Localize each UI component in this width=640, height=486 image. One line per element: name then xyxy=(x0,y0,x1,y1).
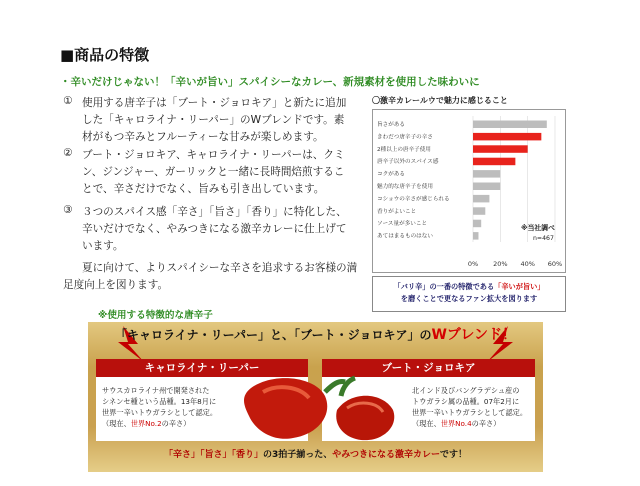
chart-caption xyxy=(372,276,566,312)
bhut-jolokia-icon xyxy=(336,378,394,440)
list-number-3: ③ xyxy=(63,204,73,216)
chart-category-label: あてはまるものはない xyxy=(377,233,433,240)
chart-bar xyxy=(473,170,500,178)
chart-category-label: ソース量が多いこと xyxy=(377,221,428,228)
chart-category-label: 2種以上の唐辛子使用 xyxy=(377,146,431,153)
body-line: した「キャロライナ・リーパー」のWブレンドです。素 xyxy=(82,114,345,126)
body-line: 使用する唐辛子は「ブート・ジョロキア」と新たに追加 xyxy=(82,97,347,109)
chart-category-label: コクがある xyxy=(377,171,405,178)
banner-headline-text: 「キャロライナ・リーパー」と、「ブート・ジョロキア」の xyxy=(115,328,432,342)
chart-category-label: 旨さがある xyxy=(377,122,405,128)
chart-bar xyxy=(473,183,500,191)
chart-bar xyxy=(473,145,528,153)
chart-category-label: コショウの辛さが感じられる xyxy=(377,196,450,203)
body-line: 足度向上を図ります。 xyxy=(63,279,169,291)
chart-bar xyxy=(473,232,478,240)
body-line: 夏に向けて、よりスパイシーな辛さを追求するお客様の満 xyxy=(82,262,358,274)
chart-category-label: 魅力的な唐辛子を使用 xyxy=(377,184,433,190)
list-number-1: ① xyxy=(63,95,73,107)
body-line: ブート・ジョロキア、キャロライナ・リーパーは、クミ xyxy=(82,149,345,161)
pepper-name-carolina: キャロライナ・リーパー xyxy=(96,359,308,377)
body-line: 材がもつ辛みとフルーティーな甘みが楽しめます。 xyxy=(82,131,324,143)
chart-category-label: きわだつ唐辛子の辛さ xyxy=(377,134,433,141)
carolina-reaper-icon xyxy=(244,378,345,439)
chart-bar xyxy=(473,220,481,228)
survey-chart xyxy=(372,109,566,273)
feature-subtitle: ・辛いだけじゃない！「辛いが旨い」スパイシーなカレー、新規素材を使用した味わいに xyxy=(60,76,480,88)
chart-category-label: 香りがよいこと xyxy=(377,208,417,215)
chart-bar xyxy=(473,133,541,141)
peppers-label: ※使用する特徴的な唐辛子 xyxy=(98,310,213,321)
chart-note: ※当社調べ xyxy=(521,224,555,232)
body-line: います。 xyxy=(82,240,124,252)
bar-chart-svg xyxy=(373,110,565,272)
chart-bar xyxy=(473,158,515,166)
chart-tick-label: 40% xyxy=(520,260,535,268)
chart-category-label: 唐辛子以外のスパイス感 xyxy=(377,159,439,166)
caption-text: を磨くことで更なるファン拡大を図ります xyxy=(400,294,538,303)
body-line: 辛いだけでなく、やみつきになる激辛カレーに仕上げて xyxy=(82,223,347,235)
body-line: ３つのスパイス感「辛さ」「旨さ」「香り」に特化した、 xyxy=(82,206,347,218)
banner-headline-emphasis: Wブレンド！ xyxy=(431,327,516,343)
pepper-banner xyxy=(88,322,543,472)
chart-bar xyxy=(473,195,489,203)
pepper-desc: 北インド及びバングラデシュ産の トウガラシ属の品種。07年2月に 世界一辛いトウガラシとして認定。 （現在、世界No.4の辛さ） xyxy=(412,386,528,428)
pepper-illustration xyxy=(233,370,403,450)
pepper-name-bhut: ブート・ジョロキア xyxy=(322,359,535,377)
chart-bar xyxy=(473,121,547,129)
chart-tick-label: 0% xyxy=(467,260,479,268)
body-line: とで、辛さだけでなく、旨みも引き出しています。 xyxy=(82,183,325,195)
banner-headline xyxy=(88,324,543,344)
chart-tick-label: 20% xyxy=(493,260,508,268)
banner-footer: 「辛さ」「旨さ」「香り」の3拍子揃った、やみつきになる激辛カレーです！ xyxy=(163,450,468,460)
chart-title: 〇激辛カレールウで魅力に感じること xyxy=(372,96,508,105)
list-number-2: ② xyxy=(63,147,73,159)
pepper-desc: サウスカロライナ州で開発された シネンセ種という品種。13年8月に 世界一辛いトウガラシとして認定。 （現在、世界No.2の辛さ） xyxy=(102,386,218,428)
chart-tick-label: 60% xyxy=(547,260,563,268)
chart-sample-size: n=467 xyxy=(533,235,554,242)
body-line: ン、ジンジャー、ガーリックと一緒に長時間焙煎するこ xyxy=(82,166,345,178)
chart-bar xyxy=(473,207,485,215)
caption-highlight: 「辛いが旨い」 xyxy=(494,282,545,291)
section-title: ■商品の特徴 xyxy=(60,46,150,64)
caption-text: 「バリ辛」の一番の特徴である xyxy=(393,282,495,291)
